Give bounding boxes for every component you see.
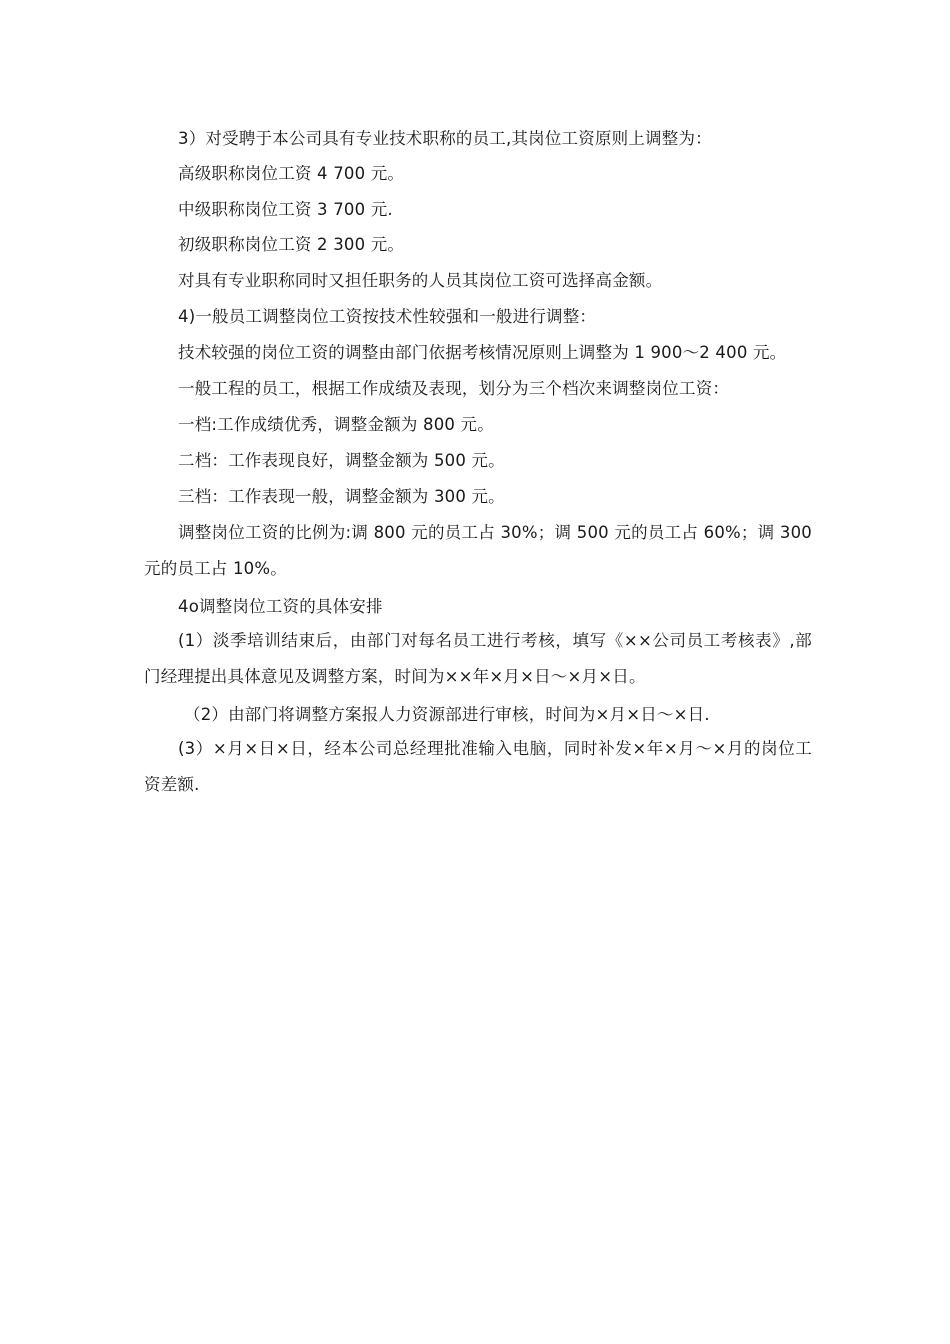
text-line: 一般工程的员工，根据工作成绩及表现，划分为三个档次来调整岗位工资：	[178, 379, 730, 398]
text-line: 二档：工作表现良好，调整金额为 500 元。	[178, 451, 505, 470]
text-line: 三档：工作表现一般，调整金额为 300 元。	[178, 487, 505, 506]
text-line: 对具有专业职称同时又担任职务的人员其岗位工资可选择高金额。	[178, 271, 663, 290]
text-line: 技术较强的岗位工资的调整由部门依据考核情况原则上调整为 1 900～2 400 元。	[178, 343, 787, 362]
text-line: 3）对受聘于本公司具有专业技术职称的员工,其岗位工资原则上调整为：	[178, 129, 712, 148]
text-line: 高级职称岗位工资 4 700 元。	[178, 164, 405, 183]
ratio-paragraph: 调整岗位工资的比例为:调 800 元的员工占 30%；调 500 元的员工占 60%；调 300 元的员工占 10%。	[144, 523, 812, 578]
text-line: 初级职称岗位工资 2 300 元。	[178, 235, 405, 254]
text-line: 4)一般员工调整岗位工资按技术性较强和一般进行调整：	[178, 307, 597, 326]
step-3-paragraph: (3）×月×日×日，经本公司总经理批准输入电脑，同时补发×年×月～×月的岗位工资差额.	[144, 739, 812, 794]
step-2-line: （2）由部门将调整方案报人力资源部进行审核，时间为×月×日～×日.	[184, 705, 710, 724]
step-1-paragraph: (1）淡季培训结束后，由部门对每名员工进行考核，填写《××公司员工考核表》,部门经理提出具体意见及调整方案，时间为××年×月×日～×月×日。	[144, 631, 812, 686]
text-line: 中级职称岗位工资 3 700 元.	[178, 200, 393, 219]
text-line: 一档:工作成绩优秀，调整金额为 800 元。	[178, 415, 494, 434]
section-heading: 4o调整岗位工资的具体安排	[178, 597, 383, 616]
